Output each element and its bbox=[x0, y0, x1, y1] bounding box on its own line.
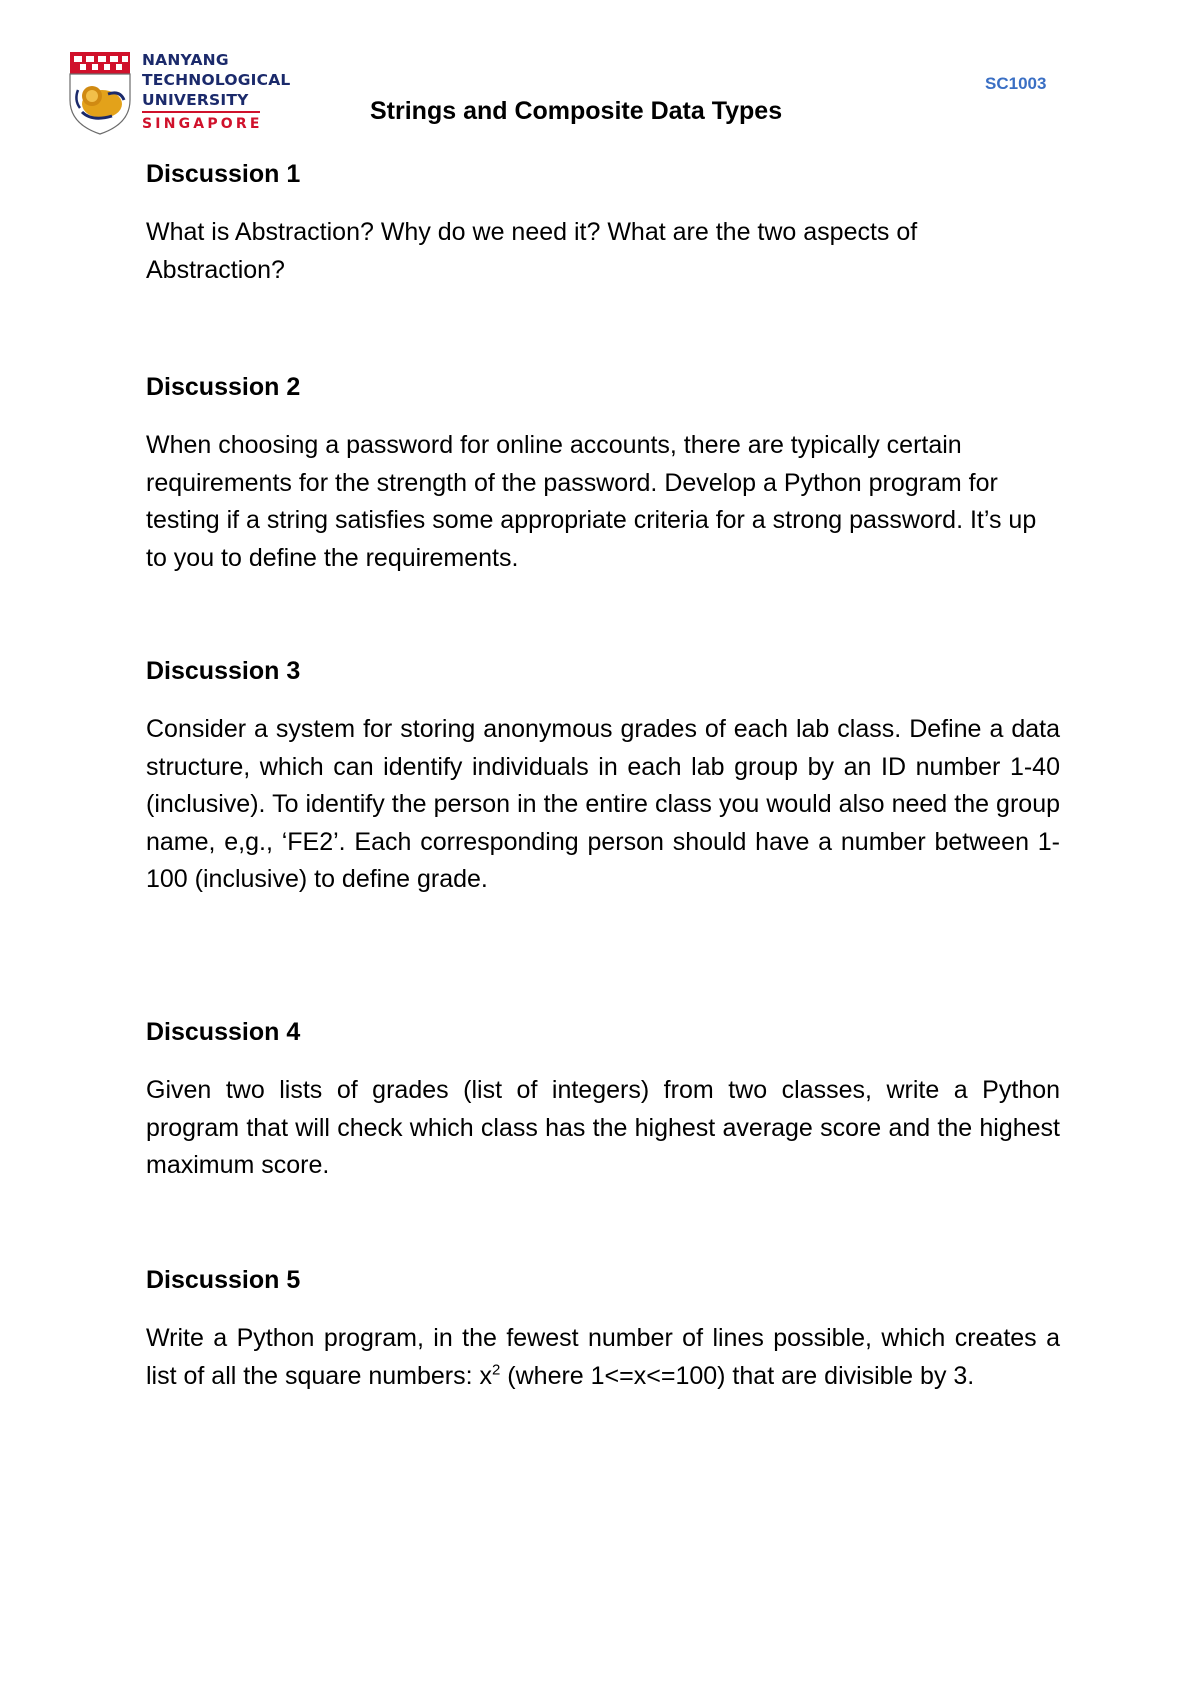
discussion-1 bbox=[146, 159, 1060, 372]
discussion-4 bbox=[146, 1017, 1060, 1265]
logo-line-4: SINGAPORE bbox=[142, 116, 263, 132]
logo-wordmark bbox=[142, 50, 312, 133]
body-text-after: (where 1<=x<=100) that are divisible by 3. bbox=[500, 1361, 975, 1390]
section-body: Given two lists of grades (list of integers) from two classes, write a Python program that will check which class has the highest average score and the highest maximum score. bbox=[146, 1076, 1060, 1180]
section-body: Consider a system for storing anonymous grades of each lab class. Define a data structure, which can identify individuals in each lab group by an ID number 1-40 (inclusive). To identify the person in the entire class you would also need the group name, e,g., ‘FE2’. Each corresponding person should have a number between 1-100 (inclusive) to define grade. bbox=[146, 715, 1060, 894]
section-heading: Discussion 3 bbox=[146, 657, 301, 685]
section-heading: Discussion 4 bbox=[146, 1018, 301, 1046]
logo-line-2: TECHNOLOGICAL bbox=[142, 71, 291, 89]
discussion-3 bbox=[146, 656, 1060, 1017]
section-heading: Discussion 5 bbox=[146, 1266, 301, 1294]
logo-line-3: UNIVERSITY bbox=[142, 91, 249, 109]
logo-line-1: NANYANG bbox=[142, 51, 229, 69]
body-text-before: Write a Python program, in the fewest number of lines possible, which creates a list of all the square numbers: x bbox=[146, 1324, 1060, 1390]
course-code: SC1003 bbox=[985, 74, 1047, 93]
discussion-2 bbox=[146, 372, 1060, 656]
section-heading: Discussion 1 bbox=[146, 160, 301, 188]
ntu-crest-icon bbox=[68, 50, 132, 136]
discussion-5 bbox=[146, 1265, 1060, 1395]
superscript-exponent: 2 bbox=[492, 1361, 501, 1379]
section-body: When choosing a password for online accounts, there are typically certain requirements for the strength of the password. Develop a Python program for testing if a string satisfies some appropriate criteria for a strong password. It’s up to you to define the requirements. bbox=[146, 431, 1037, 572]
section-heading: Discussion 2 bbox=[146, 373, 301, 401]
university-logo bbox=[68, 50, 308, 138]
document-content bbox=[146, 159, 1060, 1395]
section-body bbox=[146, 1320, 1060, 1395]
section-body: What is Abstraction? Why do we need it? What are the two aspects of Abstraction? bbox=[146, 218, 918, 284]
document-title: Strings and Composite Data Types bbox=[370, 97, 783, 125]
logo-divider bbox=[142, 111, 260, 113]
